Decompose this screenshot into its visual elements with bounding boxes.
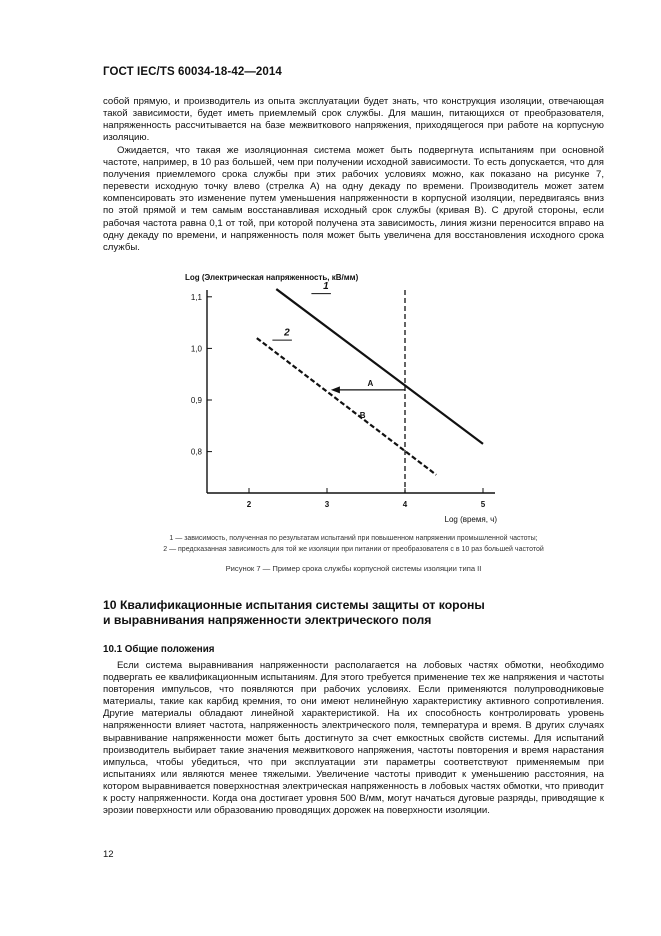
series-line-2 [257, 338, 436, 475]
x-tick-label: 4 [402, 500, 408, 509]
x-tick-label: 3 [324, 500, 330, 509]
section-title [103, 598, 604, 628]
x-axis-label: Log (время, ч) [444, 515, 497, 524]
section-title-line-1: 10 Квалификационные испытания системы защиты от короны [103, 598, 485, 612]
subsection-title: 10.1 Общие положения [103, 644, 215, 655]
document-header-title: ГОСТ IEC/TS 60034-18-42—2014 [103, 66, 282, 78]
section-title-line-2: и выравнивания напряженности электрического поля [103, 613, 432, 627]
y-tick-label: 0,9 [190, 396, 202, 405]
lifetime-chart [165, 268, 525, 530]
x-tick-label: 2 [246, 500, 252, 509]
y-tick-label: 1,0 [190, 344, 202, 354]
y-tick-label: 1,1 [190, 292, 202, 302]
series-line-1 [276, 289, 483, 444]
arrow-a-label: A [367, 378, 374, 388]
y-axis-label: Log (Электрическая напряженность, кВ/мм) [185, 273, 359, 282]
curve-label-2: 2 [284, 327, 290, 339]
figure-7 [165, 268, 525, 530]
paragraph-3: Если система выравнивания напряженности располагается на лобовых частях обмотки, необходимо подвергать ее квалификационным испытаниям. Для этого требуется применение тех же напряжения и частоты повторения импульсов, что появляются при рабочих условиях. Если применяются полупроводниковые материалы, такие как карбид кремния, то они имеют нелинейную характеристику активного сопротивления. Другие материалы обладают линейной характеристикой. На их способность контролировать уровень напряженности влияет частота, напряженность электрического поля, температура и время. В других случаях выравнивание напряженности может быть достигнуто за счет емкостных свойств системы. Для испытаний производитель выбирает такие значения межвиткового напряжения, частоты повторения и время нарастания импульса, чтобы убедиться, что при эксплуатации эти параметры соответствуют применяемым при испытаниях или являются менее тяжелыми. Увеличение частоты приводит к уменьшению расстояния, на котором выравнивается поверхностная электрическая напряженность в лобовых частях обмотки, что приводит к росту напряженности. Когда она достигает уровня 500 В/мм, могут начаться дуговые разряды, приводящие к эрозии поверхности или образованию проводящих дорожек на поверхности изоляции. [103, 660, 604, 817]
arrow-a-head [331, 386, 340, 393]
x-tick-label: 5 [480, 500, 486, 509]
paragraph-1: собой прямую, и производитель из опыта эксплуатации будет знать, что конструкция изоляции, отвечающая такой зависимости, будет иметь приемлемый срок службы. Для машин, питающихся от преобразователя, напряженность рассчитывается на базе межвиткового напряжения, приходящегося при работе на корпусную изоляцию. [103, 96, 604, 144]
legend-item-2: 2 — предсказанная зависимость для той же изоляции при питании от преобразователя с в 10 раз большей частотой [163, 546, 544, 553]
curve-label-1: 1 [323, 281, 329, 293]
legend-item-1: 1 — зависимость, полученная по результатам испытаний при повышенном напряжении промышленной частоты; [169, 535, 538, 542]
page-number: 12 [103, 849, 114, 860]
y-tick-label: 0,8 [190, 447, 202, 457]
figure-caption: Рисунок 7 — Пример срока службы корпусной системы изоляции типа II [225, 564, 482, 573]
curve-b-label: B [359, 411, 366, 421]
paragraph-2: Ожидается, что такая же изоляционная система может быть подвергнута испытаниям при основной частоте, например, в 10 раз большей, чем при получении исходной зависимости. То есть допускается, что для получения приемлемого срока службы при этих рабочих условиях можно, как показано на рисунке 7, перевести исходную точку влево (стрелка А) на одну декаду по времени. Производитель может затем компенсировать это изменение путем уменьшения напряженности в корпусной изоляции, передвигаясь вниз по этой прямой и тем самым восстанавливая исходный срок службы (кривая В). С другой стороны, если рабочая частота равна 0,1 от той, при которой получена эта зависимость, линия жизни переносится вправо на одну декаду по времени, и напряженность поля может быть увеличена для восстановления исходного срока службы. [103, 145, 604, 253]
